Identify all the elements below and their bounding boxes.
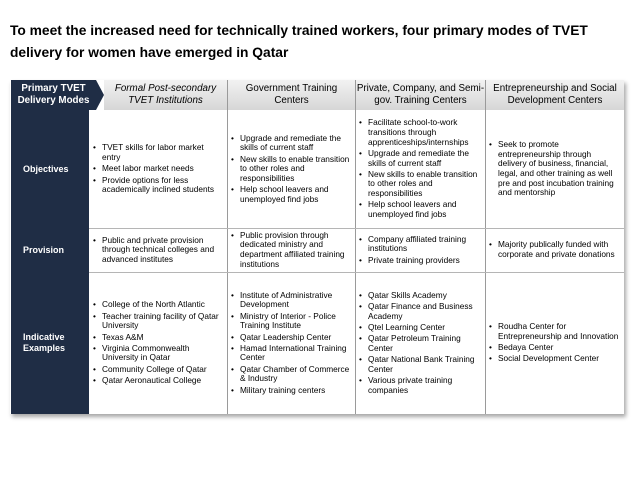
list-item: • Public and private provision through technical colleges and advanced institutes — [93, 236, 224, 265]
list-item: • Seek to promote entrepreneurship through delivery of business, financial, legal, and other training as well pre and post incubation training and mentorship — [489, 140, 621, 198]
cell-examples-private — [355, 272, 485, 414]
list-item: • Private training providers — [359, 256, 482, 266]
list-item: • Provide options for less academically inclined students — [93, 176, 224, 195]
list-item: • Virginia Commonwealth University in Qatar — [93, 344, 224, 363]
list-item: • Upgrade and remediate the skills of current staff — [231, 134, 352, 153]
list-item: • Qtel Learning Center — [359, 323, 482, 333]
cell-objectives-government — [227, 110, 355, 228]
list-item: • Hamad International Training Center — [231, 344, 352, 363]
list-item: • Facilitate school-to-work transitions through apprenticeships/internships — [359, 118, 482, 147]
list-item: • New skills to enable transition to other roles and responsibilities — [359, 170, 482, 199]
row-label-examples: Indicative Examples — [11, 272, 89, 414]
cell-objectives-entrepreneurship — [485, 110, 624, 228]
cell-examples-formal — [89, 272, 227, 414]
cell-objectives-private — [355, 110, 485, 228]
list-item: • Help school leavers and unemployed find jobs — [359, 200, 482, 219]
list-item: • Various private training companies — [359, 376, 482, 395]
cell-provision-entrepreneurship — [485, 228, 624, 272]
list-item: • Qatar Petroleum Training Center — [359, 334, 482, 353]
list-item: • Social Development Center — [489, 354, 621, 364]
cell-provision-government — [227, 228, 355, 272]
cell-examples-government — [227, 272, 355, 414]
list-item: • Qatar National Bank Training Center — [359, 355, 482, 374]
list-item: • Teacher training facility of Qatar University — [93, 312, 224, 331]
list-item: • Bedaya Center — [489, 343, 621, 353]
list-item: • Community College of Qatar — [93, 365, 224, 375]
row-label-objectives: Objectives — [11, 110, 89, 228]
page-title: To meet the increased need for technically trained workers, four primary modes of TVET delivery for women have emerged in Qatar — [10, 23, 588, 60]
cell-examples-entrepreneurship — [485, 272, 624, 414]
list-item: • Military training centers — [231, 386, 352, 396]
header-formal-institutions: Formal Post-secondary TVET Institutions — [104, 80, 227, 110]
list-item: • Qatar Chamber of Commerce & Industry — [231, 365, 352, 384]
list-item: • Roudha Center for Entrepreneurship and Innovation — [489, 322, 621, 341]
list-item: • Upgrade and remediate the skills of current staff — [359, 149, 482, 168]
header-arrow-icon — [96, 80, 104, 110]
header-corner: Primary TVET Delivery Modes — [11, 80, 96, 110]
list-item: • Qatar Finance and Business Academy — [359, 302, 482, 321]
list-item: • Help school leavers and unemployed find jobs — [231, 185, 352, 204]
list-item: • Qatar Skills Academy — [359, 291, 482, 301]
list-item: • Majority publically funded with corporate and private donations — [489, 240, 621, 259]
list-item: • Ministry of Interior - Police Training Institute — [231, 312, 352, 331]
cell-objectives-formal — [89, 110, 227, 228]
list-item: • College of the North Atlantic — [93, 300, 224, 310]
list-item: • Qatar Leadership Center — [231, 333, 352, 343]
header-private-centers: Private, Company, and Semi-gov. Training Centers — [355, 80, 485, 110]
list-item: • Institute of Administrative Development — [231, 291, 352, 310]
header-government-centers: Government Training Centers — [227, 80, 355, 110]
list-item: • Qatar Aeronautical College — [93, 376, 224, 386]
list-item: • Public provision through dedicated ministry and department affiliated training institutions — [231, 231, 352, 269]
list-item: • New skills to enable transition to other roles and responsibilities — [231, 155, 352, 184]
cell-provision-private — [355, 228, 485, 272]
list-item: • TVET skills for labor market entry — [93, 143, 224, 162]
list-item: • Texas A&M — [93, 333, 224, 343]
list-item: • Company affiliated training institutions — [359, 235, 482, 254]
list-item: • Meet labor market needs — [93, 164, 224, 174]
row-label-provision: Provision — [11, 228, 89, 272]
cell-provision-formal — [89, 228, 227, 272]
header-entrepreneurship-centers: Entrepreneurship and Social Development Centers — [485, 80, 624, 110]
